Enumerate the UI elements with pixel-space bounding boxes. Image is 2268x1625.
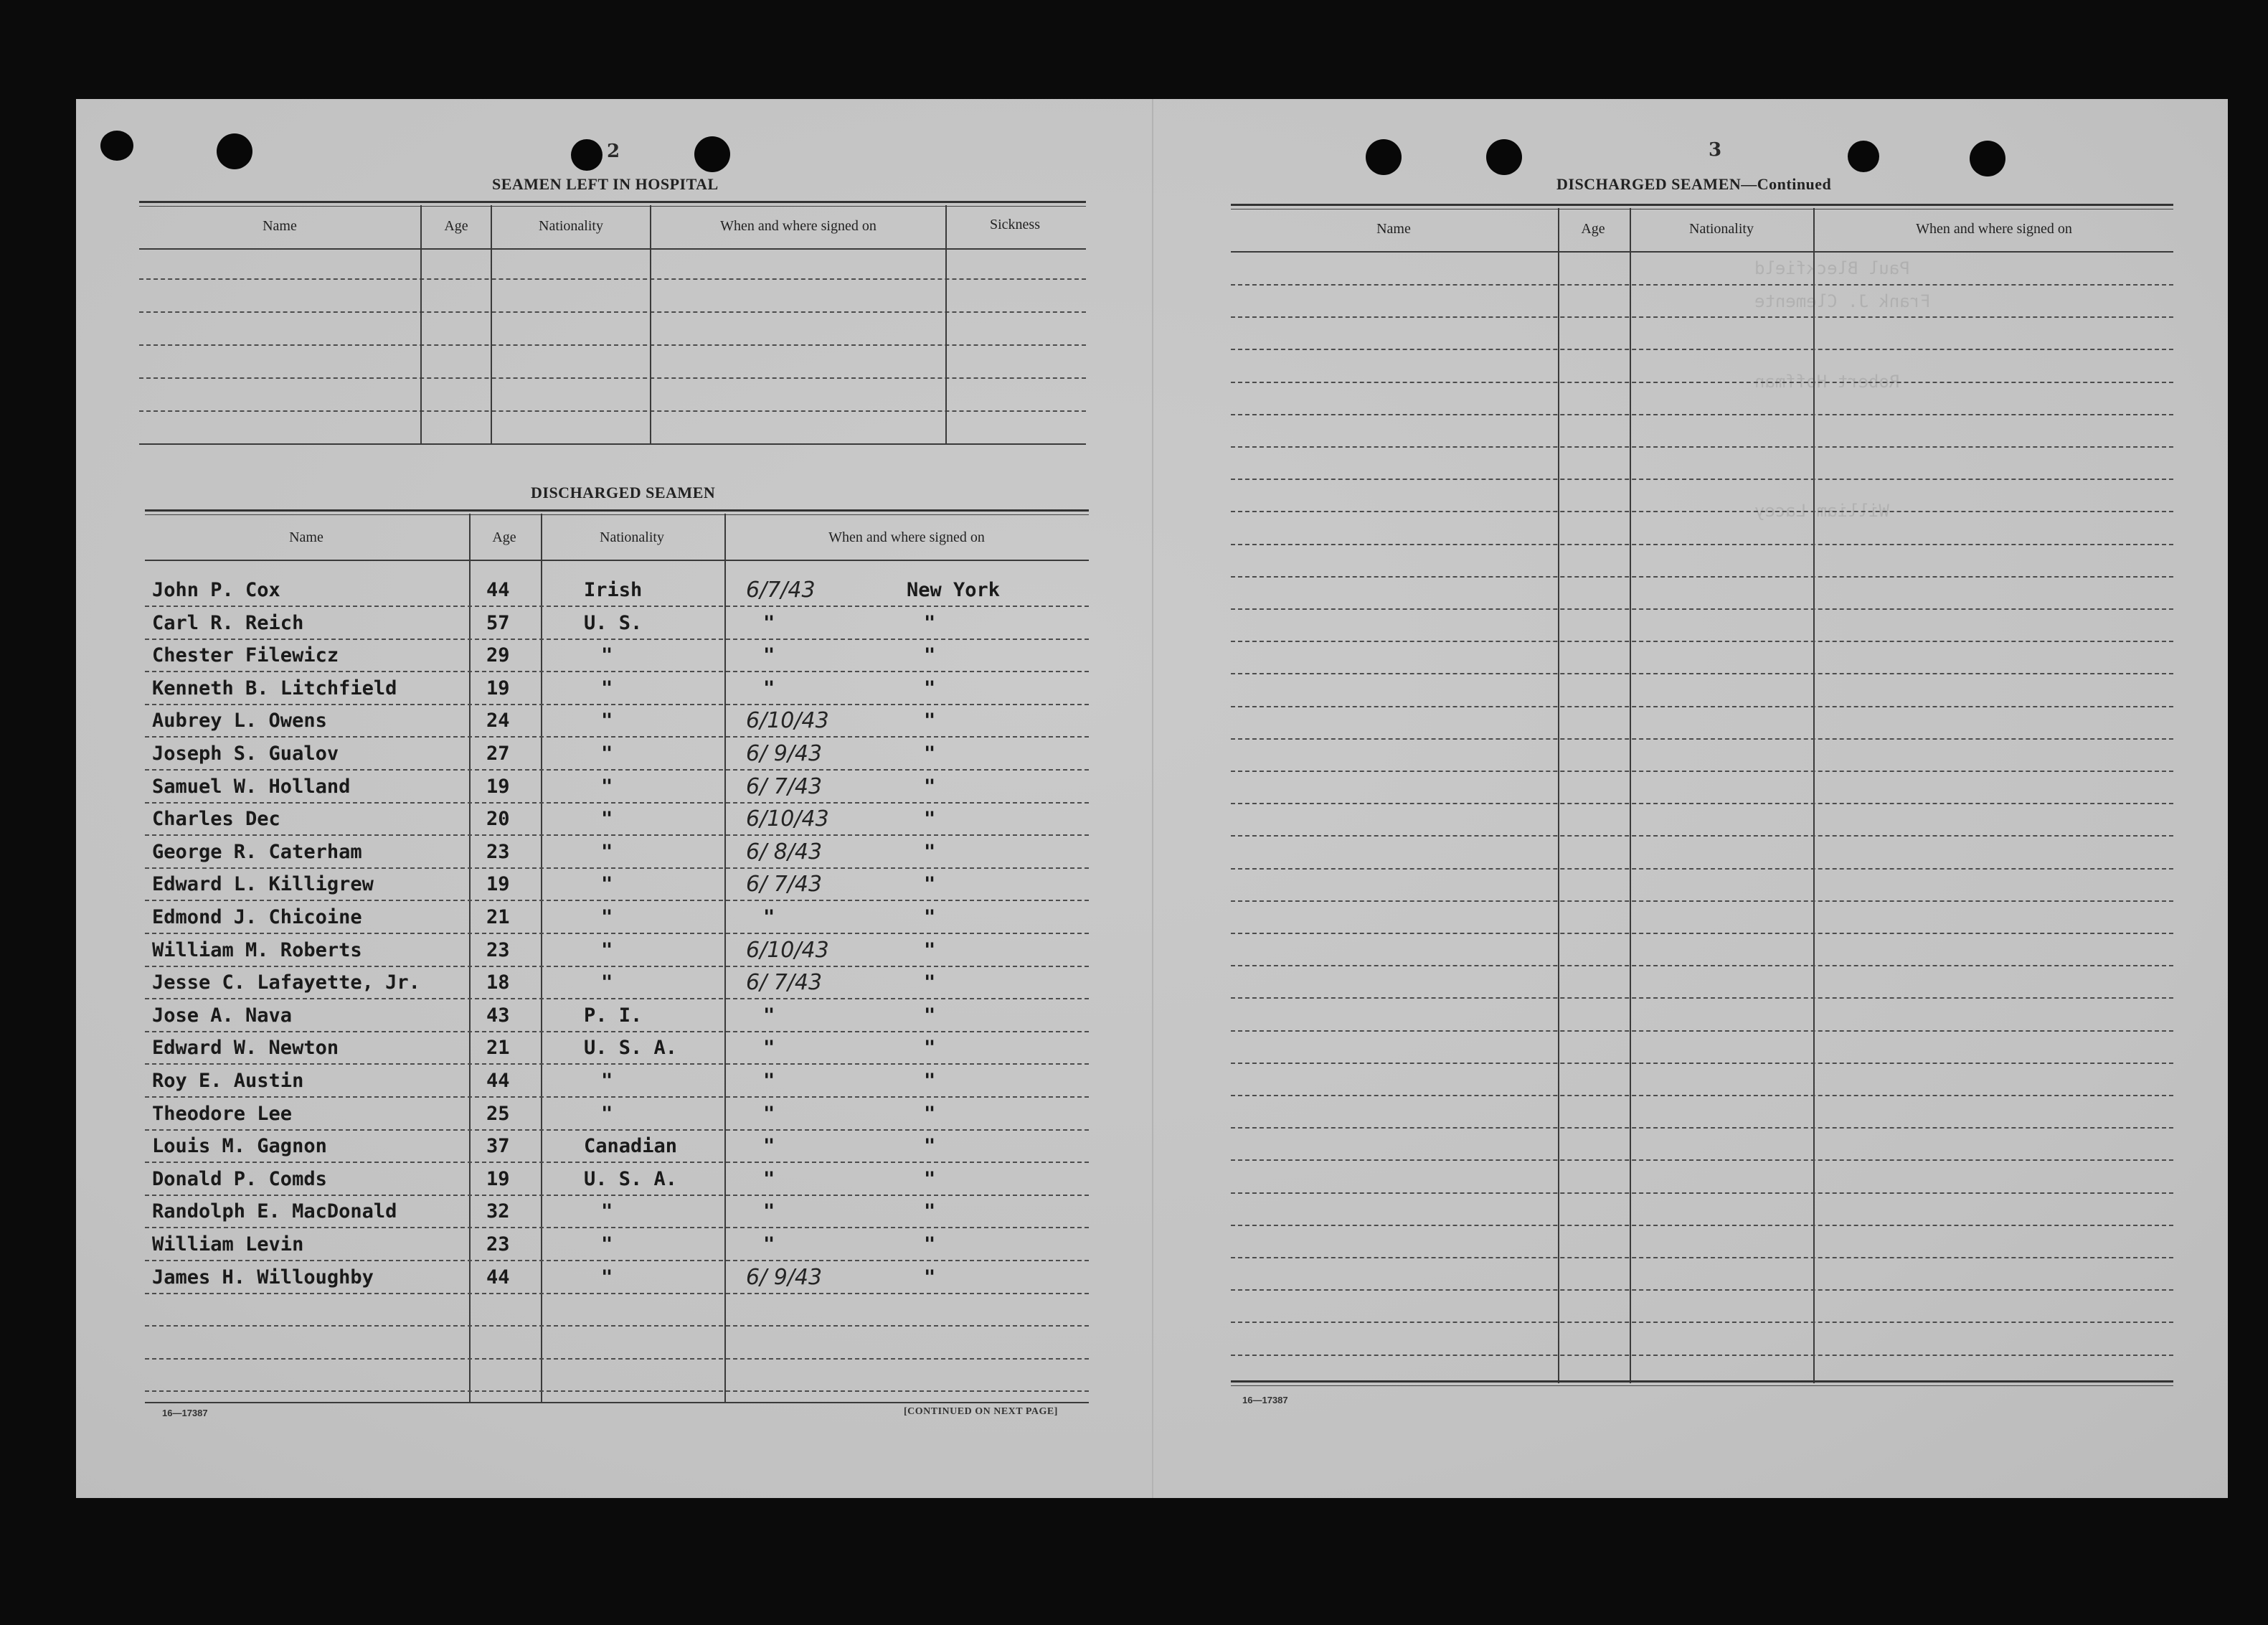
- signed-on-place: ": [924, 677, 936, 700]
- row-rule: [145, 966, 1089, 967]
- signed-on-date: 6/ 8/43: [746, 839, 823, 865]
- seaman-nationality: ": [601, 808, 613, 831]
- punch-hole: [1848, 141, 1879, 172]
- signed-on-place: ": [924, 710, 936, 733]
- seaman-age: 19: [486, 873, 510, 896]
- seaman-name: Edmond J. Chicoine: [152, 906, 362, 928]
- seaman-name: Carl R. Reich: [152, 611, 304, 634]
- signed-on-place: ": [924, 1004, 936, 1027]
- signed-on-date: ": [763, 906, 775, 928]
- signed-on-date: ": [763, 1102, 775, 1125]
- row-rule: [1231, 1322, 2173, 1323]
- signed-on-place: ": [924, 1167, 936, 1190]
- page-number: 3: [1709, 139, 1722, 161]
- seaman-name: Chester Filewicz: [152, 644, 339, 667]
- seaman-nationality: Canadian: [584, 1135, 678, 1158]
- signed-on-date: 6/10/43: [746, 937, 829, 963]
- discharged-section-title: DISCHARGED SEAMEN: [531, 484, 716, 501]
- column-header-name: Name: [289, 529, 323, 545]
- row-rule: [1231, 1127, 2173, 1129]
- seaman-name: William M. Roberts: [152, 938, 362, 961]
- row-rule: [1231, 479, 2173, 480]
- signed-on-place: New York: [907, 579, 1001, 601]
- discharged-continued-table: [1231, 204, 2173, 1495]
- row-rule: [145, 867, 1089, 869]
- signed-on-date: ": [763, 611, 775, 634]
- row-rule: [1231, 576, 2173, 578]
- row-rule: [145, 1390, 1089, 1392]
- seaman-nationality: ": [601, 710, 613, 733]
- row-rule: [145, 900, 1089, 901]
- column-header-signed-on: When and where signed on: [720, 218, 877, 234]
- seaman-nationality: ": [601, 1266, 613, 1289]
- row-rule: [1231, 835, 2173, 837]
- signed-on-date: ": [763, 1200, 775, 1223]
- row-rule: [1231, 511, 2173, 512]
- signed-on-date: ": [763, 1037, 775, 1060]
- signed-on-date: 6/ 7/43: [746, 773, 823, 799]
- seaman-nationality: ": [601, 873, 613, 896]
- seaman-name: Donald P. Comds: [152, 1167, 327, 1190]
- seaman-age: 20: [486, 808, 510, 831]
- seaman-nationality: ": [601, 1233, 613, 1256]
- seaman-age: 23: [486, 1233, 510, 1256]
- column-header-age: Age: [444, 218, 468, 234]
- seaman-age: 32: [486, 1200, 510, 1223]
- column-header-age: Age: [492, 529, 516, 545]
- signed-on-date: ": [763, 1070, 775, 1092]
- seaman-nationality: ": [601, 743, 613, 765]
- row-rule: [1231, 446, 2173, 448]
- signed-on-place: ": [924, 611, 936, 634]
- row-rule: [1231, 414, 2173, 415]
- row-rule: [145, 1325, 1089, 1327]
- seaman-name: Edward W. Newton: [152, 1037, 339, 1060]
- seaman-nationality: ": [601, 1200, 613, 1223]
- seaman-name: Edward L. Killigrew: [152, 873, 374, 896]
- signed-on-place: ": [924, 840, 936, 863]
- page-number: 2: [607, 141, 620, 162]
- row-rule: [1231, 316, 2173, 318]
- seaman-nationality: ": [601, 971, 613, 994]
- row-rule: [1231, 641, 2173, 642]
- punch-hole: [1366, 139, 1402, 175]
- row-rule: [1231, 1063, 2173, 1064]
- seaman-age: 24: [486, 710, 510, 733]
- row-rule: [1231, 1225, 2173, 1226]
- row-rule: [1231, 1289, 2173, 1291]
- signed-on-place: ": [924, 775, 936, 798]
- signed-on-place: ": [924, 1037, 936, 1060]
- row-rule: [145, 1063, 1089, 1065]
- seaman-age: 37: [486, 1135, 510, 1158]
- column-header-age: Age: [1581, 221, 1605, 237]
- form-code: 16—17387: [162, 1408, 208, 1418]
- signed-on-date: ": [763, 1167, 775, 1190]
- seaman-name: Joseph S. Gualov: [152, 743, 339, 765]
- signed-on-date: 6/10/43: [746, 806, 829, 832]
- seaman-age: 19: [486, 775, 510, 798]
- row-rule: [1231, 771, 2173, 772]
- seaman-age: 44: [486, 579, 510, 601]
- seaman-name: Theodore Lee: [152, 1102, 293, 1125]
- punch-hole: [100, 131, 133, 161]
- bleed-through-text: Frank J. Clemente: [1754, 291, 1931, 311]
- seaman-nationality: U. S. A.: [584, 1167, 678, 1190]
- signed-on-date: ": [763, 644, 775, 667]
- column-header-name: Name: [1376, 221, 1411, 237]
- seaman-name: Jose A. Nava: [152, 1004, 293, 1027]
- row-rule: [1231, 382, 2173, 383]
- seaman-name: Roy E. Austin: [152, 1070, 304, 1092]
- row-rule: [1231, 1030, 2173, 1032]
- column-header-name: Name: [263, 218, 297, 234]
- seaman-nationality: ": [601, 775, 613, 798]
- signed-on-date: ": [763, 677, 775, 700]
- seaman-age: 23: [486, 840, 510, 863]
- signed-on-date: 6/ 7/43: [746, 970, 823, 996]
- row-rule: [145, 1096, 1089, 1098]
- seaman-nationality: U. S. A.: [584, 1037, 678, 1060]
- row-rule: [1231, 1095, 2173, 1096]
- signed-on-date: ": [763, 1135, 775, 1158]
- signed-on-place: ": [924, 1070, 936, 1092]
- signed-on-place: ": [924, 1266, 936, 1289]
- continued-note: [CONTINUED ON NEXT PAGE]: [904, 1406, 1058, 1417]
- row-rule: [1231, 673, 2173, 674]
- signed-on-date: ": [763, 1004, 775, 1027]
- bleed-through-text: Paul Bleckfield: [1754, 258, 1910, 278]
- seaman-age: 25: [486, 1102, 510, 1125]
- row-rule: [145, 671, 1089, 672]
- seaman-name: Jesse C. Lafayette, Jr.: [152, 971, 420, 994]
- row-rule: [145, 1260, 1089, 1261]
- signed-on-place: ": [924, 1233, 936, 1256]
- row-rule: [1231, 284, 2173, 286]
- signed-on-place: ": [924, 1200, 936, 1223]
- signed-on-date: 6/ 9/43: [746, 1264, 823, 1290]
- row-rule: [1231, 1257, 2173, 1258]
- row-rule: [1231, 1355, 2173, 1356]
- signed-on-date: 6/ 7/43: [746, 872, 823, 898]
- signed-on-place: ": [924, 644, 936, 667]
- row-rule: [1231, 349, 2173, 350]
- seaman-nationality: ": [601, 677, 613, 700]
- seaman-age: 18: [486, 971, 510, 994]
- row-rule: [1231, 933, 2173, 934]
- seaman-age: 44: [486, 1070, 510, 1092]
- row-rule: [145, 1227, 1089, 1228]
- row-rule: [1231, 965, 2173, 966]
- signed-on-place: ": [924, 1135, 936, 1158]
- row-rule: [1231, 1159, 2173, 1161]
- column-header-signed-on: When and where signed on: [1916, 221, 2072, 237]
- row-rule: [1231, 997, 2173, 999]
- seaman-age: 27: [486, 743, 510, 765]
- seaman-age: 19: [486, 1167, 510, 1190]
- seaman-age: 29: [486, 644, 510, 667]
- row-rule: [145, 998, 1089, 999]
- row-rule: [145, 606, 1089, 607]
- row-rule: [1231, 803, 2173, 804]
- bleed-through-text: Robert Hoffman: [1754, 372, 1900, 392]
- seaman-age: 43: [486, 1004, 510, 1027]
- signed-on-place: ": [924, 873, 936, 896]
- column-header-signed-on: When and where signed on: [828, 529, 985, 545]
- discharged-table: [145, 509, 1089, 1406]
- signed-on-place: ": [924, 743, 936, 765]
- row-rule: [1231, 900, 2173, 902]
- column-header-nationality: Nationality: [1689, 221, 1754, 237]
- row-rule: [145, 834, 1089, 836]
- signed-on-date: 6/7/43: [746, 578, 816, 603]
- form-code: 16—17387: [1242, 1395, 1288, 1405]
- seaman-age: 57: [486, 611, 510, 634]
- page-fold: [1152, 99, 1153, 1498]
- seaman-name: Aubrey L. Owens: [152, 710, 327, 733]
- row-rule: [145, 769, 1089, 771]
- row-rule: [1231, 706, 2173, 707]
- column-header-nationality: Nationality: [600, 529, 664, 545]
- signed-on-place: ": [924, 938, 936, 961]
- row-rule: [145, 1129, 1089, 1131]
- row-rule: [145, 639, 1089, 640]
- seaman-nationality: ": [601, 938, 613, 961]
- punch-hole: [217, 133, 252, 169]
- row-rule: [1231, 1192, 2173, 1194]
- signed-on-place: ": [924, 906, 936, 928]
- row-rule: [145, 1358, 1089, 1360]
- row-rule: [145, 736, 1089, 738]
- seaman-nationality: ": [601, 906, 613, 928]
- seaman-age: 19: [486, 677, 510, 700]
- seaman-name: William Levin: [152, 1233, 304, 1256]
- row-rule: [145, 704, 1089, 705]
- seaman-age: 23: [486, 938, 510, 961]
- bleed-through-text: William Lacey: [1754, 501, 1889, 521]
- punch-hole: [1486, 139, 1522, 175]
- signed-on-place: ": [924, 1102, 936, 1125]
- row-rule: [145, 1031, 1089, 1032]
- seaman-nationality: Irish: [584, 579, 643, 601]
- seaman-nationality: ": [601, 1102, 613, 1125]
- column-header-sickness: Sickness: [990, 217, 1040, 232]
- punch-hole: [694, 136, 730, 172]
- signed-on-date: 6/ 9/43: [746, 741, 823, 766]
- seaman-nationality: P. I.: [584, 1004, 643, 1027]
- seaman-nationality: ": [601, 1070, 613, 1092]
- document-sheet: [76, 99, 2228, 1498]
- seaman-name: James H. Willoughby: [152, 1266, 374, 1289]
- seaman-name: George R. Caterham: [152, 840, 362, 863]
- discharged-continued-title: DISCHARGED SEAMEN—Continued: [1556, 175, 1832, 193]
- seaman-name: Charles Dec: [152, 808, 280, 831]
- seaman-nationality: U. S.: [584, 611, 643, 634]
- seaman-name: Kenneth B. Litchfield: [152, 677, 397, 700]
- signed-on-date: 6/10/43: [746, 708, 829, 734]
- seaman-nationality: ": [601, 840, 613, 863]
- row-rule: [145, 802, 1089, 804]
- signed-on-place: ": [924, 808, 936, 831]
- row-rule: [1231, 608, 2173, 610]
- seaman-name: Randolph E. MacDonald: [152, 1200, 397, 1223]
- row-rule: [145, 1195, 1089, 1196]
- seaman-name: Louis M. Gagnon: [152, 1135, 327, 1158]
- punch-hole: [571, 139, 603, 171]
- column-header-nationality: Nationality: [539, 218, 603, 234]
- row-rule: [145, 1293, 1089, 1294]
- row-rule: [1231, 738, 2173, 740]
- seaman-age: 44: [486, 1266, 510, 1289]
- row-rule: [1231, 868, 2173, 870]
- seaman-name: John P. Cox: [152, 579, 280, 601]
- seaman-name: Samuel W. Holland: [152, 775, 351, 798]
- punch-hole: [1970, 141, 2005, 176]
- seaman-nationality: ": [601, 644, 613, 667]
- row-rule: [1231, 544, 2173, 545]
- row-rule: [145, 1162, 1089, 1163]
- seaman-age: 21: [486, 1037, 510, 1060]
- signed-on-date: ": [763, 1233, 775, 1256]
- row-rule: [145, 933, 1089, 934]
- signed-on-place: ": [924, 971, 936, 994]
- hospital-section-title: SEAMEN LEFT IN HOSPITAL: [492, 175, 719, 193]
- seaman-age: 21: [486, 906, 510, 928]
